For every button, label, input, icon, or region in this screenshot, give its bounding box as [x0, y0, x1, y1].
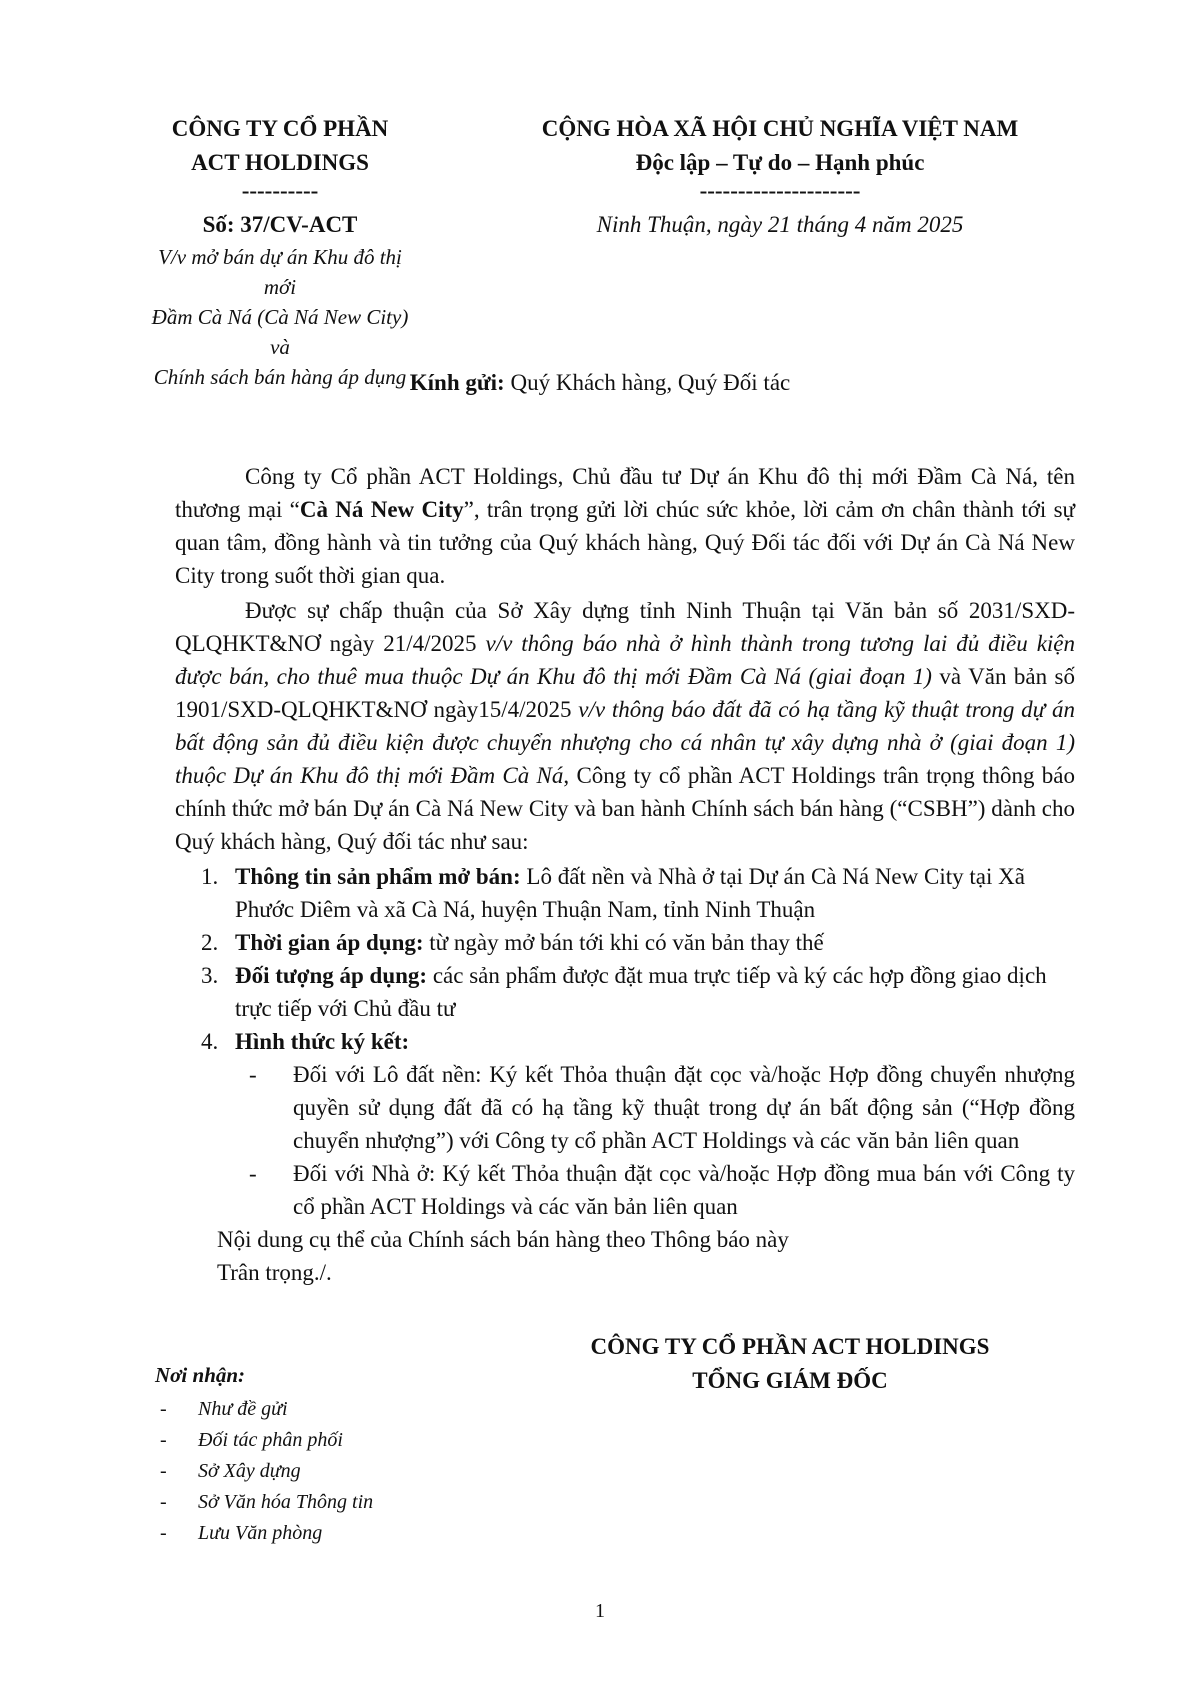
recipient-item: - Lưu Văn phòng: [160, 1522, 323, 1544]
dash-marker: -: [249, 1161, 257, 1186]
recipient-value: Quý Khách hàng, Quý Đối tác: [504, 370, 791, 395]
signature-company: CÔNG TY CỔ PHẦN ACT HOLDINGS: [590, 1334, 990, 1359]
recipient-item-text: Sở Văn hóa Thông tin: [198, 1491, 374, 1513]
header-right: [500, 112, 1060, 242]
dash-list: [175, 1058, 1075, 1223]
paragraph-intro: [175, 460, 1075, 592]
document-number: Số: 37/CV-ACT: [202, 212, 358, 237]
dash-item-text: Đối với Lô đất nền: Ký kết Thỏa thuận đặt cọc và/hoặc Hợp đồng chuyển nhượng quyền sử dụng đất đã có hạ tầng kỹ thuật trong dự án bất động sản (“Hợp đồng chuyển nhượng”) với Công ty cổ phần ACT Holdings và các văn bản liên quan: [293, 1062, 1075, 1153]
list-item-number: 2.: [201, 930, 219, 955]
nation-title: CỘNG HÒA XÃ HỘI CHỦ NGHĨA VIỆT NAM: [541, 116, 1019, 141]
list-item-label: Thông tin sản phẩm mở bán:: [235, 864, 521, 889]
subject-line3: Chính sách bán hàng áp dụng: [153, 365, 407, 389]
signature-block: [540, 1330, 1040, 1398]
header-right-separator: ---------------------: [699, 178, 861, 203]
recipients-list: [160, 1394, 373, 1549]
list-item-text: các sản phẩm được đặt mua trực tiếp và ký các hợp đồng giao dịch trực tiếp với Chủ đầu tư: [235, 963, 1047, 1021]
signature-title: TỔNG GIÁM ĐỐC: [692, 1368, 888, 1393]
recipient-line: [0, 370, 1200, 396]
para2-text-e: , Công ty cổ phần ACT Holdings trân trọng thông báo chính thức mở bán Dự án Cà Ná New City và ban hành Chính sách bán hàng (“CSBH”) dành cho Quý khách hàng, Quý đối tác như sau:: [175, 763, 1075, 854]
list-item-number: 4.: [201, 1029, 219, 1054]
numbered-list: [175, 860, 1075, 1058]
company-name-line1: CÔNG TY CỔ PHẦN: [171, 116, 389, 141]
header-left-separator: ----------: [241, 178, 319, 203]
dash-item-text: Đối với Nhà ở: Ký kết Thỏa thuận đặt cọc và/hoặc Hợp đồng mua bán với Công ty cổ phần ACT Holdings và các văn bản liên quan: [293, 1161, 1075, 1219]
recipient-item: - Sở Văn hóa Thông tin: [160, 1491, 374, 1513]
dash-list-item: [175, 1058, 1075, 1157]
para2-text-b: v/v thông báo nhà ở hình thành trong tương lai đủ điều kiện được bán, cho thuê mua thuộc Dự án Khu đô thị mới Đầm Cà Ná (giai đoạn 1): [175, 631, 1075, 689]
recipient-item: - Như đề gửi: [160, 1398, 288, 1420]
para1-text-c: ”, trân trọng gửi lời chúc sức khỏe, lời cảm ơn chân thành tới sự quan tâm, đồng hành và tin tưởng của Quý khách hàng, Quý Đối tác đối với Dự án Cà Ná New City trong suốt thời gian qua.: [175, 497, 1075, 588]
para1-text-a: Công ty Cổ phần ACT Holdings, Chủ đầu tư Dự án Khu đô thị mới Đầm Cà Ná, tên thương mại “: [175, 464, 1075, 522]
recipient-item: - Sở Xây dựng: [160, 1460, 301, 1482]
closing-regards: Trân trọng./.: [217, 1260, 332, 1285]
list-item-label: Đối tượng áp dụng:: [235, 963, 428, 988]
recipient-item-text: Lưu Văn phòng: [198, 1522, 323, 1544]
recipient-label: Kính gửi:: [409, 370, 505, 395]
subject-line2: Đầm Cà Ná (Cà Ná New City) và: [151, 305, 409, 359]
para1-project-name: Cà Ná New City: [299, 497, 464, 522]
list-item: [175, 1025, 1075, 1058]
recipient-item-text: Như đề gửi: [198, 1398, 288, 1420]
list-item-number: 1.: [201, 864, 219, 889]
closing-content-note: Nội dung cụ thể của Chính sách bán hàng theo Thông báo này: [217, 1227, 789, 1252]
place-date: Ninh Thuận, ngày 21 tháng 4 năm 2025: [596, 212, 964, 237]
list-item-label: Hình thức ký kết:: [235, 1029, 410, 1054]
dash-marker: -: [249, 1062, 257, 1087]
company-name-line2: ACT HOLDINGS: [191, 150, 369, 175]
recipient-item-text: Sở Xây dựng: [198, 1460, 301, 1482]
subject-line1: V/v mở bán dự án Khu đô thị mới: [158, 245, 402, 299]
list-item-text: từ ngày mở bán tới khi có văn bản thay thế: [423, 930, 824, 955]
recipient-item-text: Đối tác phân phối: [198, 1429, 343, 1451]
dash-list-item: [175, 1157, 1075, 1223]
nation-motto: Độc lập – Tự do – Hạnh phúc: [635, 150, 925, 175]
recipient-item: - Đối tác phân phối: [160, 1429, 343, 1451]
document-body: [175, 460, 1075, 1289]
list-item-text: Lô đất nền và Nhà ở tại Dự án Cà Ná New City tại Xã Phước Diêm và xã Cà Ná, huyện Thuận Nam, tỉnh Ninh Thuận: [235, 864, 1025, 922]
recipients-label: Nơi nhận:: [155, 1363, 246, 1387]
header-left: [150, 112, 410, 392]
list-item: [175, 860, 1075, 926]
para2-text-d: v/v thông báo đất đã có hạ tầng kỹ thuật trong dự án bất động sản đủ điều kiện được chuyển nhượng cho cá nhân tự xây dựng nhà ở (giai đoạn 1) thuộc Dự án Khu đô thị mới Đầm Cà Ná: [175, 697, 1076, 788]
list-item: [175, 926, 1075, 959]
para2-text-c: và Văn bản số 1901/SXD-QLQHKT&NƠ ngày15/4/2025: [175, 664, 1075, 722]
para2-text-a: Được sự chấp thuận của Sở Xây dựng tỉnh Ninh Thuận tại Văn bản số 2031/SXD-QLQHKT&NƠ ngày 21/4/2025: [175, 598, 1075, 656]
list-item-label: Thời gian áp dụng:: [235, 930, 424, 955]
list-item-number: 3.: [201, 963, 219, 988]
page-number: 1: [595, 1600, 605, 1622]
paragraph-approval: [175, 594, 1075, 858]
list-item: [175, 959, 1075, 1025]
